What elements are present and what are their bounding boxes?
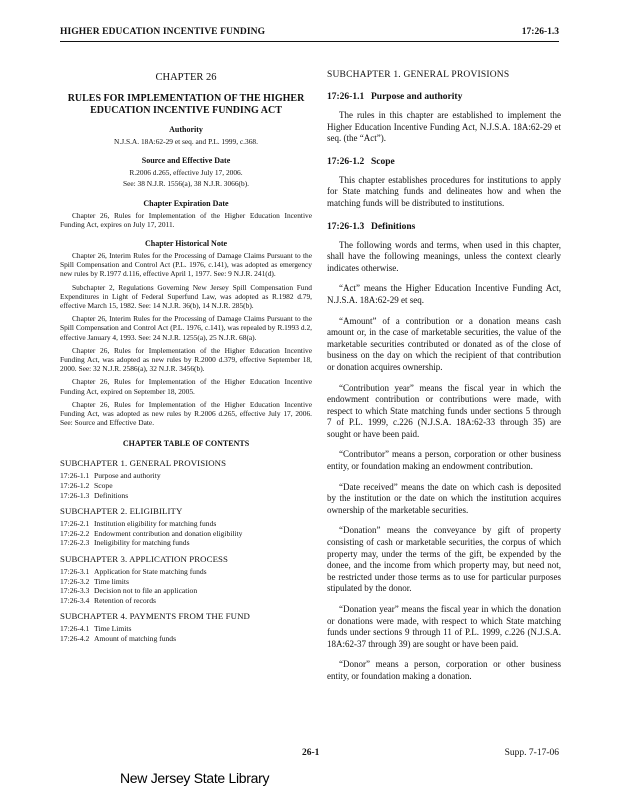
definition-paragraph: “Donation year” means the fiscal year in which the donation or donations were made, with respect to which State matching funds under sections 9 through 11 of P.L. 1999, c.226 (N.J.S.A. 18A:62-37 through 39) are sought or have been paid. [327,604,561,649]
toc-heading: CHAPTER TABLE OF CONTENTS [122,439,250,449]
toc-item-title: Time Limits [94,624,132,634]
toc-item-number: 17:26-2.3 [60,538,90,548]
toc-item-number: 17:26-4.2 [60,634,90,643]
toc-item-title: Time limits [94,576,129,586]
toc-item-number: 17:26-3.1 [60,567,90,577]
toc-item-number: 17:26-3.3 [60,586,90,596]
definition-paragraph: “Donor” means a person, corporation or other business entity, or foundation making a donation. [327,659,561,681]
expiration-heading: Chapter Expiration Date [143,198,229,208]
toc-subchapter-heading: SUBCHAPTER 4. PAYMENTS FROM THE FUND [60,611,251,622]
section-title: Purpose and authority [371,92,463,102]
rules-title: RULES FOR IMPLEMENTATION OF THE HIGHER EDUCATION INCENTIVE FUNDING ACT [67,93,305,116]
toc-item-number: 17:26-2.2 [60,528,90,538]
section-number: 17:26-1.1 [327,92,365,102]
toc-item-number: 17:26-1.3 [60,490,90,500]
page-number: 26-1 [302,748,320,758]
section-number: 17:26-1.2 [327,156,365,167]
historical-note-heading: Chapter Historical Note [144,239,228,249]
section-text-purpose: The rules in this chapter are established to implement the Higher Education Incentive Funding Act, N.J.S.A. 18A:62-29 et seq. (the “Act”). [327,110,561,144]
definition-paragraph: “Date received” means the date on which cash is deposited by the institution or the date on which the institution acquires ownership of the marketable securities. [327,481,561,515]
history-paragraph: Chapter 26, Interim Rules for the Processing of Damage Claims Pursuant to the Spill Compensation and Control Act (P.L. 1976, c.141), was adopted as emergency new rules by R.1977 d.116, effective April 1, 1977. See: 9 N.J.R. 241(d). [60,251,312,279]
toc-list [60,519,312,548]
toc-item[interactable] [60,519,312,529]
section-title: Scope [371,156,395,167]
toc-list [60,567,312,605]
toc-item-number: 17:26-2.1 [60,519,90,529]
toc-item[interactable] [60,577,312,587]
source-line-2: See: 38 N.J.R. 1556(a), 38 N.J.R. 3066(b). [122,179,250,189]
toc-item[interactable] [60,624,312,634]
source-heading: Source and Effective Date [141,156,231,166]
toc-item-title: Application for State matching funds [94,567,207,577]
history-paragraph: Chapter 26, Rules for Implementation of the Higher Education Incentive Funding Act, was adopted as new rules by R.2000 d.379, effective September 18, 2000. See: 32 N.J.R. 2586(a), 32 N.J.R. 3456(b). [60,345,312,374]
definition-paragraph: “Contributor” means a person, corporation or other business entity, or foundation making an endowment contribution. [327,449,561,472]
definition-paragraph: The following words and terms, when used in this chapter, shall have the following meanings, unless the context clearly indicates otherwise. [327,239,561,273]
toc-item[interactable] [60,481,312,491]
history-paragraph: Chapter 26, Rules for Implementation of the Higher Education Incentive Funding Act, expired on September 18, 2005. [60,377,312,396]
toc-item[interactable] [60,567,312,577]
definition-paragraph: “Amount” of a contribution or a donation means cash amount or, in the case of marketable securities, the value of the marketable securities contributed or donated as of the close of business on the day on which the recipient of that contribution or donation acquires ownership. [327,315,561,372]
section-number: 17:26-1.3 [327,221,365,232]
subchapter-heading: SUBCHAPTER 1. GENERAL PROVISIONS [327,70,510,80]
toc-item-number: 17:26-1.2 [60,481,90,491]
toc-item[interactable] [60,471,312,481]
toc-item-title: Endowment contribution and donation eligibility [94,528,243,538]
library-watermark: New Jersey State Library [120,770,270,786]
definition-paragraph: “Act” means the Higher Education Incentive Funding Act, N.J.S.A. 18A:62-29 et seq. [327,283,561,305]
toc-subchapter-heading: SUBCHAPTER 2. ELIGIBILITY [60,506,183,517]
expiration-text: Chapter 26, Rules for Implementation of the Higher Education Incentive Funding Act, expires on July 17, 2011. [60,210,312,229]
toc-item-title: Purpose and authority [94,471,161,481]
definition-paragraph: “Donation” means the conveyance by gift of property consisting of cash or marketable securities, the corpus of which property may, under the terms of the gift, be expended by the donee, and the income from which property may, but need not, be restricted under those terms as to use for particular purposes stipulated by the donor. [327,525,561,594]
toc-list [60,624,312,643]
toc-item-title: Scope [94,481,113,491]
section-text-scope: This chapter establishes procedures for institutions to apply for State matching funds and delineates how and when the matching funds will be distributed to institutions. [327,174,561,208]
chapter-heading: CHAPTER 26 [155,72,217,83]
running-header-title: HIGHER EDUCATION INCENTIVE FUNDING [60,27,266,37]
toc-item[interactable] [60,538,312,548]
section-heading-purpose [327,92,561,102]
toc-item-title: Institution eligibility for matching funds [94,519,217,529]
left-column [60,68,312,647]
toc-item[interactable] [60,634,312,644]
toc-item-title: Definitions [94,490,129,500]
supplement-date: Supp. 7-17-06 [504,748,559,758]
toc-subchapter-heading: SUBCHAPTER 1. GENERAL PROVISIONS [60,458,227,469]
toc-item-title: Retention of records [94,595,156,605]
section-heading-scope [327,157,561,167]
toc-item-title: Amount of matching funds [94,634,177,643]
toc-item-title: Ineligibility for matching funds [94,538,190,548]
toc-item[interactable] [60,596,312,606]
toc-item[interactable] [60,586,312,596]
toc-item-number: 17:26-4.1 [60,624,90,634]
toc-item-title: Decision not to file an application [94,586,198,596]
running-header [60,27,559,42]
toc-item-number: 17:26-3.4 [60,595,90,605]
history-paragraph: Chapter 26, Rules for Implementation of the Higher Education Incentive Funding Act, was adopted as new rules by R.2006 d.265, effective July 17, 2006. See: Source and Effective Date. [60,399,312,428]
history-paragraph: Subchapter 2, Regulations Governing New Jersey Spill Compensation Fund Expenditures in Light of Federal Superfund Law, was adopted as R.1982 d.79, effective March 15, 1982. See: 14 N.J.R. 36(b), 14 N.J.R. 285(b). [60,282,312,311]
toc-list [60,471,312,500]
history-paragraph: Chapter 26, Interim Rules for the Processing of Damage Claims Pursuant to the Spill Compensation and Control Act (P.L. 1976, c.141), was repealed by R.1993 d.2, effective January 4, 1993. See: 24 N.J.R. 1255(a), 25 N.J.R. 68(a). [60,314,312,342]
definition-paragraph: “Contribution year” means the fiscal year in which the endowment contribution or contributions were made, with respect to which State matching funds under sections 5 through 7 of P.L. 1999, c.226 (N.J.S.A. 18A:62-33 through 35) are sought or have been paid. [327,382,561,439]
right-column [327,68,561,692]
toc-item[interactable] [60,491,312,501]
running-header-section: 17:26-1.3 [521,27,559,37]
toc-item-number: 17:26-3.2 [60,576,90,586]
toc-subchapter-heading: SUBCHAPTER 3. APPLICATION PROCESS [60,554,229,565]
source-line-1: R.2006 d.265, effective July 17, 2006. [129,168,243,178]
authority-text: N.J.S.A. 18A:62-29 et seq. and P.L. 1999, c.368. [114,137,258,146]
authority-heading: Authority [169,125,203,134]
section-title: Definitions [371,221,416,232]
toc-item[interactable] [60,529,312,539]
section-heading-definitions [327,222,561,232]
toc-item-number: 17:26-1.1 [60,471,90,481]
